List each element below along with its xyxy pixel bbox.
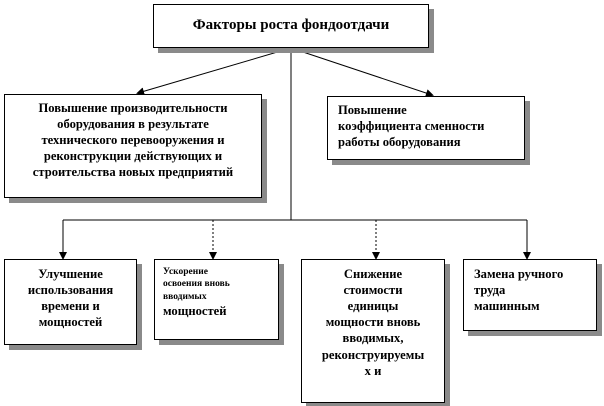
- factor-text-line: мощностей: [38, 315, 103, 330]
- factor-text-line: вводимых: [163, 291, 207, 302]
- factor-text-line: машинным: [474, 299, 540, 314]
- factor-text-line: коэффициента сменности: [338, 119, 485, 134]
- factor-box-new-capacity-ramp-up: [154, 259, 279, 340]
- factor-text-line: освоения вновь: [163, 279, 230, 290]
- factor-text-line: Улучшение: [38, 267, 103, 281]
- factor-text-line: работы оборудования: [338, 135, 461, 150]
- factor-box-unit-cost-reduction: [301, 259, 445, 403]
- factor-box-time-capacity-usage: [4, 259, 137, 345]
- title-box: [153, 4, 429, 48]
- factor-text-line: строительства новых предприятий: [32, 165, 234, 180]
- factor-text-line: стоимости: [343, 283, 403, 298]
- diagram-title: Факторы роста фондоотдачи: [192, 17, 390, 34]
- factor-text-line: Повышение: [338, 103, 407, 117]
- factor-box-manual-labor-replacement: [463, 259, 597, 331]
- arrow-to-right-top: [291, 48, 432, 95]
- factor-text-line: технического перевооружения и: [41, 133, 225, 148]
- factor-text-line: вводимых,: [342, 331, 404, 346]
- factor-box-shift-coefficient: [327, 96, 525, 160]
- factor-text-line: мощности вновь: [325, 315, 421, 330]
- factor-text-line: мощностей: [163, 304, 227, 319]
- factor-text-line: труда: [474, 283, 506, 298]
- factor-text-line: Замена ручного: [474, 267, 564, 281]
- factor-box-equipment-productivity: [4, 94, 262, 198]
- factor-text-line: х и: [364, 363, 382, 378]
- factor-text-line: оборудования в результате: [57, 117, 209, 132]
- factor-text-line: Повышение производительности: [38, 101, 228, 115]
- factor-text-line: Ускорение: [163, 267, 208, 277]
- factor-text-line: времени и: [41, 299, 100, 314]
- factor-text-line: реконструкции действующих и: [43, 149, 223, 164]
- arrow-to-left-top: [138, 48, 291, 93]
- factor-text-line: единицы: [347, 299, 399, 314]
- factor-text-line: реконструируемы: [321, 347, 425, 362]
- factor-text-line: использования: [27, 283, 114, 298]
- factor-text-line: Снижение: [343, 267, 403, 281]
